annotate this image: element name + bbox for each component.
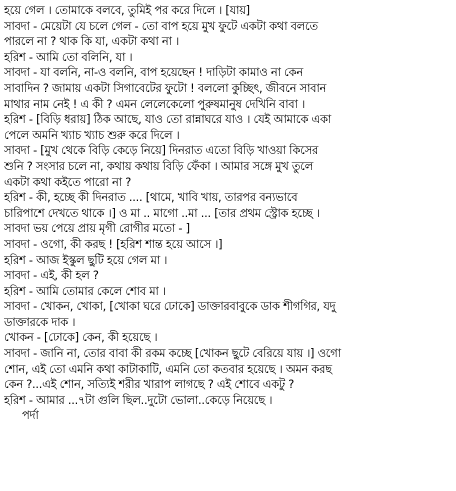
text-line: হরিশ - আমার ...৭টা গুলি ছিল..দুটো ভোলা..কেড়ে নিয়েছে । [4,392,273,407]
text-line: চারিপাশে দেখতে থাকে ।] ও মা .. মাগো ..মা ... [তার প্রথম স্ট্রোক হচ্ছে । [4,205,320,220]
text-line: হয়ে গেল । তোমাকে বলবে, তুমিই পর করে দিলে । [যায়] [4,3,250,17]
text-line: খোকন - [ঢোকে] কেন, কী হয়েছে । [4,330,158,345]
curtain-label: পর্দা [22,408,39,423]
text-line: সাবদা - এই, কী হল ? [4,268,99,283]
text-line: হরিশ - আমি তোমার কেলে শোব মা । [4,283,166,298]
text-line: সাবদা - ওগো, কী করছ ! [হরিশ শান্ত হয়ে আসে ।] [4,236,223,251]
text-line: হরিশ - আমি তো বলিনি, যা । [4,49,133,64]
text-line: মাথার নাম নেই ! এ কী ? এমন লেলেকেলো পুরুষমানুষ দেখিনি বাবা । [4,96,305,111]
text-line: একটা কথা কইতে পারো না ? [4,174,131,189]
text-line: ডাক্তারকে দাক । [4,314,76,329]
text-line: সাবদা - মেয়েটা যে চলে গেল - তো বাপ হয়ে মুখ ফুটে একটা কথা বলতে [4,18,318,33]
text-line: সাবাদিন ? জামায় একটা সিগাবেটের ফুটো ! বললো কুচ্ছিৎ, জীবনে সাবান [4,80,327,95]
text-line: সাবদা - যা বলনি, না-ও বলনি, বাপ হয়েছেন ! দাড়িটা কামাও না কেন [4,65,303,80]
text-line: শোন, এই তো এমনি কথা কাটাকাটি, এমনি তো কতবার হয়েছে । অমন করছ [4,361,332,376]
script-page [4,3,452,488]
text-line: পারলে না ? থাক কি যা, একটা কথা না । [4,34,179,49]
text-line: শুনি ? সংসার চলে না, কথায় কথায় বিড়ি ফেঁকা । আমার সঙ্গে মুখ তুলে [4,158,313,173]
text-line: পেলে অমনি খ্যাচ খ্যাচ শুরু করে দিলে । [4,127,180,142]
text-line: সাবদা - [মুখ থেকে বিড়ি কেড়ে নিয়ে] দিনরাত এতো বিড়ি খাওয়া কিসের [4,143,319,158]
text-line: সাবদা - জানি না, তোর বাবা কী রকম কচ্ছে [খোকন ছুটে বেরিয়ে যায় ।] ওগো [4,346,341,361]
text-line: সাবদা ভয় পেয়ে প্রায় মৃগী রোগীর মতো - ] [4,221,190,236]
text-line: হরিশ - কী, হচ্ছে কী দিনরাত .... [থামে, খাবি খায়, তারপর বন্যভাবে [4,190,298,205]
text-line: সাবদা - খোকন, খোকা, [খোকা ঘরে ঢোকে] ডাক্তারবাবুকে ডাক শীগগির, যদু [4,299,336,314]
text-line: হরিশ - আজ ইস্কুল ছুটি হয়ে গেল মা । [4,252,168,267]
text-line: হরিশ - [বিড়ি ধরায়] ঠিক আছে, যাও তো রান্নাঘরে যাও । যেই আমাকে একা [4,112,331,127]
text-line: কেন ?...এই শোন, সত্যিই শরীর খারাপ লাগছে ? এই শোবে একটু ? [4,377,295,392]
